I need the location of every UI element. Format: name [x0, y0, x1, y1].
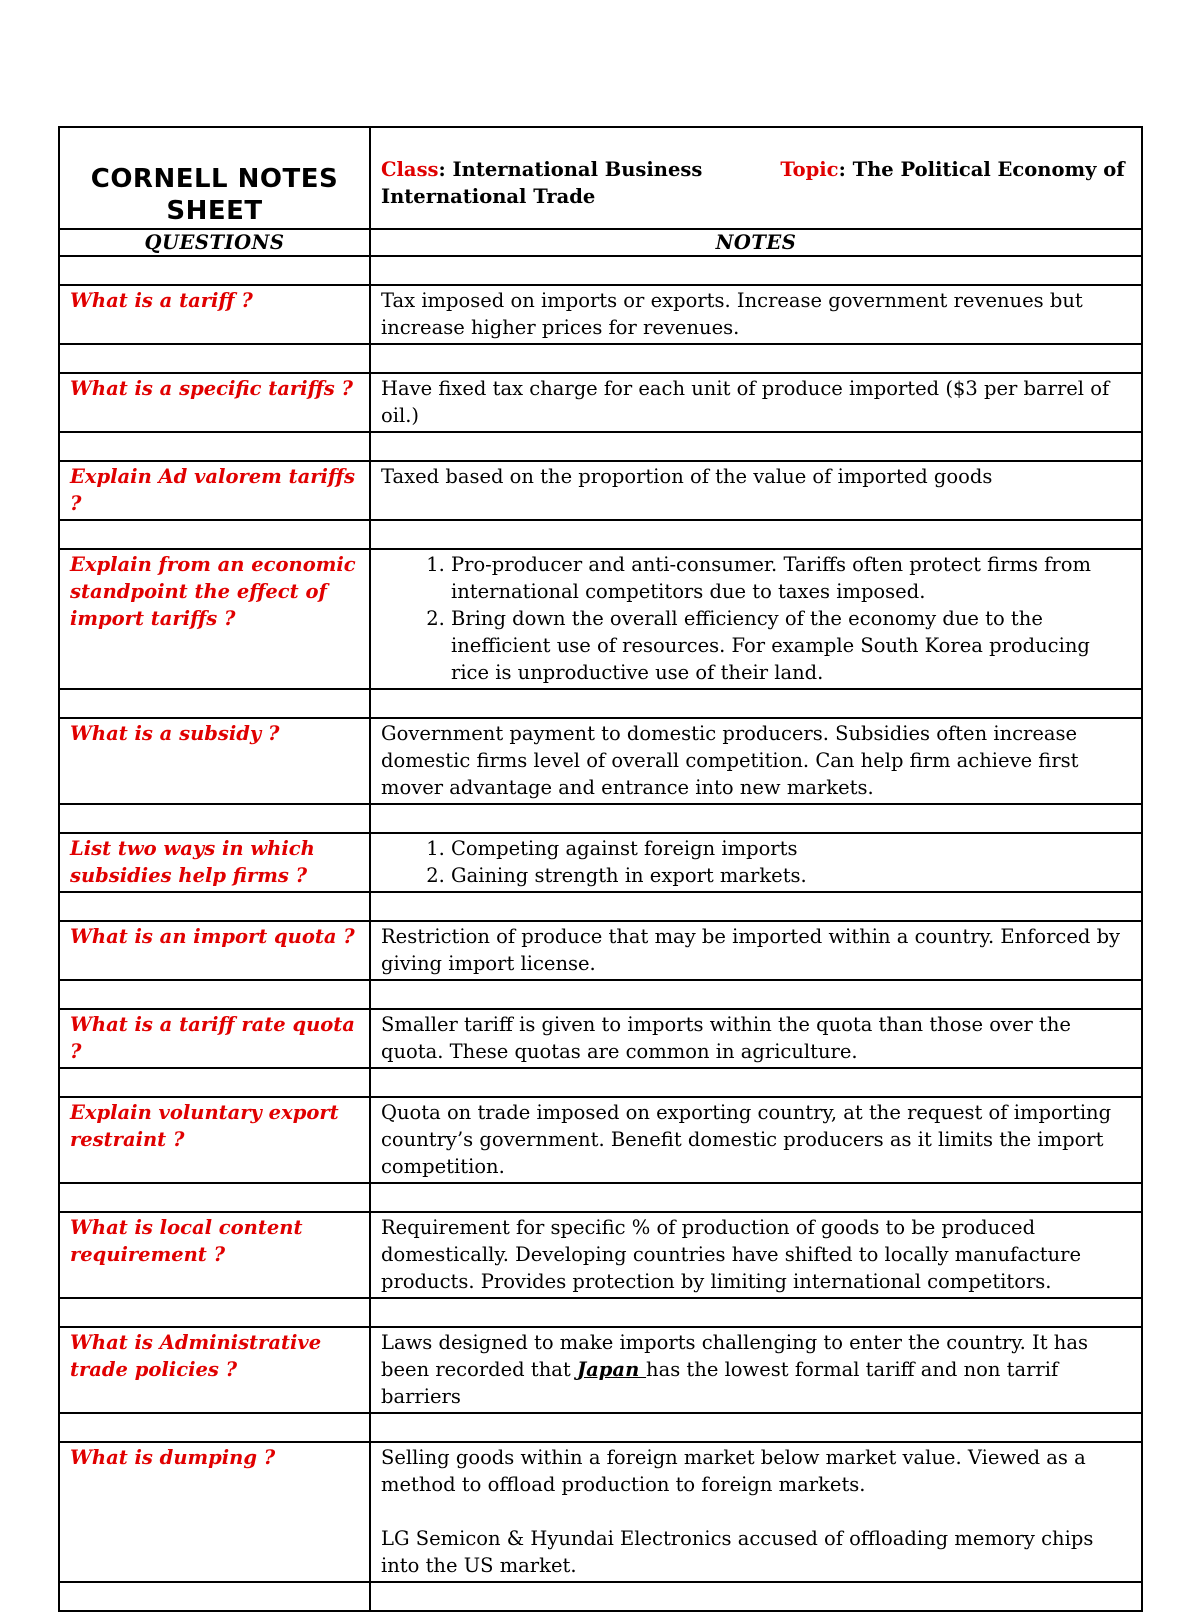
spacer-cell [59, 980, 370, 1009]
spacer-cell [59, 892, 370, 921]
table-row [59, 1442, 1142, 1582]
spacer-cell [370, 1413, 1142, 1442]
note-cell: Smaller tariff is given to imports within the quota than those over the quota. These quotas are common in agriculture. [370, 1009, 1142, 1068]
spacer-cell [59, 1068, 370, 1097]
spacer-cell [370, 804, 1142, 833]
topic-value-continued: International Trade [381, 185, 596, 208]
note-cell: Have fixed tax charge for each unit of produce imported ($3 per barrel of oil.) [370, 373, 1142, 432]
table-row [59, 1097, 1142, 1183]
table-row [59, 461, 1142, 520]
question-cell: Explain from an economic standpoint the effect of import tariffs ? [59, 549, 370, 689]
note-cell: Quota on trade imposed on exporting country, at the request of importing country’s government. Benefit domestic producers as it limits the import competition. [370, 1097, 1142, 1183]
spacer-cell [370, 520, 1142, 549]
note-cell: Restriction of produce that may be imported within a country. Enforced by giving import license. [370, 921, 1142, 980]
questions-column-header: QUESTIONS [59, 229, 370, 256]
spacer-cell [370, 1298, 1142, 1327]
list-item: 2. Bring down the overall efficiency of the economy due to the inefficient use of resources. For example South Korea producing rice is unproductive use of their land. [451, 605, 1131, 686]
question-cell: What is a tariff rate quota ? [59, 1009, 370, 1068]
table-row [59, 549, 1142, 689]
cornell-notes-table [58, 126, 1143, 1612]
spacer-cell [370, 432, 1142, 461]
spacer-cell [370, 980, 1142, 1009]
spacer-cell [59, 344, 370, 373]
table-row [59, 373, 1142, 432]
spacer-cell [59, 1413, 370, 1442]
emphasized-country: Japan [576, 1358, 647, 1381]
question-cell: What is a tariff ? [59, 285, 370, 344]
note-list [381, 835, 1131, 889]
note-cell: Tax imposed on imports or exports. Increase government revenues but increase higher prices for revenues. [370, 285, 1142, 344]
note-cell: Taxed based on the proportion of the value of imported goods [370, 461, 1142, 520]
spacer-cell [59, 1183, 370, 1212]
table-row [59, 1327, 1142, 1413]
spacer-cell [370, 689, 1142, 718]
spacer-cell [59, 804, 370, 833]
note-cell [370, 549, 1142, 689]
topic-value: The Political Economy of [852, 158, 1125, 181]
spacer-cell [370, 344, 1142, 373]
spacer-cell [59, 432, 370, 461]
question-cell: What is Administrative trade policies ? [59, 1327, 370, 1413]
table-row [59, 718, 1142, 804]
sheet-header-info: Class: International Business Topic: The Political Economy of International Trade [370, 127, 1142, 229]
note-paragraph: Selling goods within a foreign market below market value. Viewed as a method to offload production to foreign markets. [381, 1446, 1086, 1496]
question-cell: Explain Ad valorem tariffs ? [59, 461, 370, 520]
table-row [59, 1212, 1142, 1298]
question-cell: List two ways in which subsidies help firms ? [59, 833, 370, 892]
class-label: Class [381, 158, 439, 181]
sheet-title: CORNELL NOTES SHEET [59, 127, 370, 229]
note-paragraph: LG Semicon & Hyundai Electronics accused of offloading memory chips into the US market. [381, 1527, 1094, 1577]
spacer-cell [59, 1298, 370, 1327]
spacer-cell [370, 256, 1142, 285]
note-list [381, 551, 1131, 686]
note-cell [370, 1327, 1142, 1413]
spacer-cell [59, 256, 370, 285]
spacer-cell [370, 1068, 1142, 1097]
question-cell: What is a subsidy ? [59, 718, 370, 804]
note-cell [370, 1442, 1142, 1582]
notes-column-header: NOTES [370, 229, 1142, 256]
spacer-cell [370, 1183, 1142, 1212]
question-cell: Explain voluntary export restraint ? [59, 1097, 370, 1183]
spacer-cell [370, 892, 1142, 921]
note-text: Laws designed to make imports challenging to enter the country. It has been recorded that [381, 1331, 1088, 1381]
note-cell: Requirement for specific % of production of goods to be produced domestically. Developing countries have shifted to locally manufacture products. Provides protection by limiting international competitors. [370, 1212, 1142, 1298]
class-value: International Business [452, 158, 703, 181]
spacer-cell [370, 1582, 1142, 1611]
spacer-cell [59, 689, 370, 718]
question-cell: What is dumping ? [59, 1442, 370, 1582]
list-item: 1. Competing against foreign imports [451, 835, 1131, 862]
spacer-cell [59, 1582, 370, 1611]
question-cell: What is local content requirement ? [59, 1212, 370, 1298]
list-item: 2. Gaining strength in export markets. [451, 862, 1131, 889]
table-row [59, 1009, 1142, 1068]
table-row [59, 921, 1142, 980]
spacer-cell [59, 520, 370, 549]
list-item: 1. Pro-producer and anti-consumer. Tariffs often protect firms from international competitors due to taxes imposed. [451, 551, 1131, 605]
table-row [59, 285, 1142, 344]
question-cell: What is a specific tariffs ? [59, 373, 370, 432]
topic-label: Topic [780, 158, 839, 181]
question-cell: What is an import quota ? [59, 921, 370, 980]
note-cell: Government payment to domestic producers. Subsidies often increase domestic firms level of overall competition. Can help firm achieve first mover advantage and entrance into new markets. [370, 718, 1142, 804]
table-row [59, 833, 1142, 892]
note-cell [370, 833, 1142, 892]
note-text: has the lowest formal tariff and non tarrif barriers [381, 1358, 1059, 1408]
